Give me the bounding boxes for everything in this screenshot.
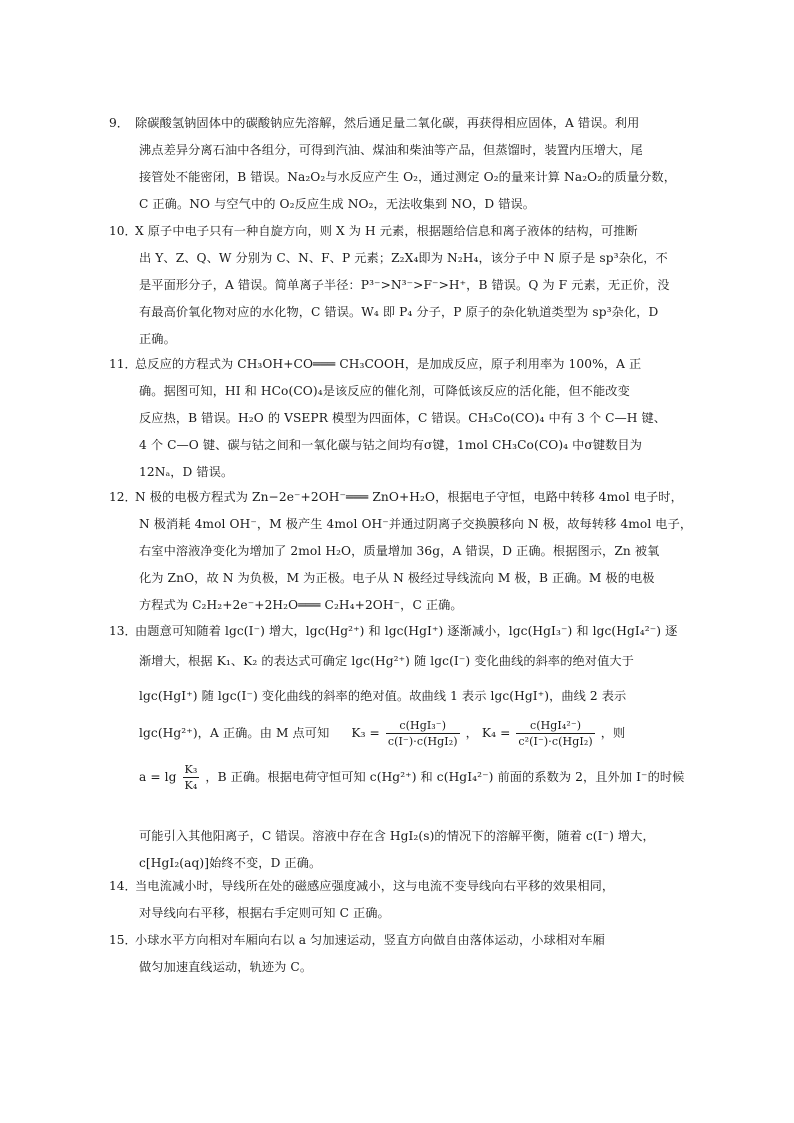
item-number: 15．	[109, 933, 137, 947]
item-number: 12．	[109, 490, 137, 504]
text-line: 方程式为 C₂H₂+2e⁻+2H₂O═══ C₂H₄+2OH⁻，C 正确。	[139, 598, 463, 612]
text-line: 正确。	[139, 332, 176, 346]
formula-line-k: lgc(Hg²⁺)，A 正确。由 M 点可知 K₃ = $\frac{\text{c(HgI₃⁻)}}{\text{c(I⁻)·c(HgI₂)}}$ ， K₄ = $\frac{\text{c(HgI₄²⁻)}}{\text{c²(I⁻)·c(HgI₂)}}$ ，则	[139, 719, 626, 748]
text-line: 出 Y、Z、Q、W 分别为 C、N、F、P 元素；Z₂X₄即为 N₂H₄，该分子中 N 原子是 sp³杂化，不	[139, 251, 668, 265]
text-line: C 正确。NO 与空气中的 O₂反应生成 NO₂，无法收集到 NO，D 错误。	[139, 197, 536, 211]
k3-fraction	[386, 718, 460, 749]
text-line: 反应热，B 错误。H₂O 的 VSEPR 模型为四面体，C 错误。CH₃Co(CO)₄ 中有 3 个 C—H 键、	[139, 411, 667, 425]
text-line: 除碳酸氢钠固体中的碳酸钠应先溶解，然后通足量二氧化碳，再获得相应固体，A 错误。利用	[135, 116, 640, 130]
text-segment: ，则	[600, 726, 626, 740]
item-number: 10．	[109, 224, 137, 238]
a-denominator: K₄	[184, 779, 198, 792]
formula-line-a	[139, 762, 684, 793]
k3-numerator: c(HgI₃⁻)	[386, 718, 460, 734]
text-line: 可能引入其他阳离子，C 错误。溶液中存在含 HgI₂(s)的情况下的溶解平衡，随着 c(I⁻) 增大，	[139, 829, 655, 843]
item-number: 11．	[109, 357, 137, 371]
text-line: 接管处不能密闭，B 错误。Na₂O₂与水反应产生 O₂，通过测定 O₂的量来计算 Na₂O₂的质量分数，	[139, 170, 676, 184]
k3-label: K₃ =	[351, 726, 380, 740]
a-numerator: K₃	[184, 763, 198, 776]
text-line: 当电流减小时，导线所在处的磁感应强度减小，这与电流不变导线向右平移的效果相同，	[135, 879, 615, 893]
item-number: 9．	[109, 116, 129, 130]
k3-denominator: c(I⁻)·c(HgI₂)	[387, 735, 458, 748]
text-line: 有最高价氧化物对应的水化物，C 错误。W₄ 即 P₄ 分子，P 原子的杂化轨道类型为 sp³杂化，D	[139, 305, 659, 319]
text-line: lgc(HgI⁺) 随 lgc(I⁻) 变化曲线的斜率的绝对值。故曲线 1 表示 lgc(HgI⁺)，曲线 2 表示	[139, 689, 627, 703]
text-line: 由题意可知随着 lgc(I⁻) 增大，lgc(Hg²⁺) 和 lgc(HgI⁺) 逐渐减小，lgc(HgI₃⁻) 和 lgc(HgI₄²⁻) 逐	[135, 624, 678, 638]
text-line: X 原子中电子只有一种自旋方向，则 X 为 H 元素，根据题给信息和离子液体的结构，可推断	[135, 224, 638, 238]
item-number: 13．	[109, 624, 137, 638]
text-line: 4 个 C—O 键、碳与钴之间和一氧化碳与钴之间均有σ键，1mol CH₃Co(CO)₄ 中σ键数目为	[139, 438, 643, 452]
text-line: 确。据图可知，HI 和 HCo(CO)₄是该反应的催化剂，可降低该反应的活化能，但不能改变	[139, 384, 630, 398]
item-number: 14．	[109, 879, 137, 893]
a-label: a = lg	[139, 770, 177, 784]
text-line: 渐增大，根据 K₁、K₂ 的表达式可确定 lgc(Hg²⁺) 随 lgc(I⁻) 变化曲线的斜率的绝对值大于	[139, 654, 634, 668]
k4-label: K₄ =	[481, 726, 511, 740]
text-line: 做匀加速直线运动，轨迹为 C。	[139, 960, 313, 974]
text-line: 化为 ZnO，故 N 为负极，M 为正极。电子从 N 极经过导线流向 M 极，B 正确。M 极的电极	[139, 571, 655, 585]
text-line: 是平面形分子，A 错误。简单离子半径：P³⁻>N³⁻>F⁻>H⁺，B 错误。Q 为 F 元素，无正价，没	[139, 278, 670, 292]
text-line: 对导线向右平移，根据右手定则可知 C 正确。	[139, 906, 390, 920]
a-fraction	[183, 762, 200, 793]
text-segment: ，B 正确。根据电荷守恒可知 c(Hg²⁺) 和 c(HgI₄²⁻) 前面的系数为 2，且外加 I⁻的时候	[205, 770, 685, 784]
k4-numerator: c(HgI₄²⁻)	[516, 718, 594, 734]
k4-fraction	[516, 718, 594, 749]
text-line: c[HgI₂(aq)]始终不变，D 正确。	[139, 856, 322, 870]
text-line: N 极消耗 4mol OH⁻，M 极产生 4mol OH⁻并通过阴离子交换膜移向 N 极，故每转移 4mol 电子，	[139, 517, 693, 531]
text-line: 12Nₐ，D 错误。	[139, 465, 234, 479]
text-line: 右室中溶液净变化为增加了 2mol H₂O，质量增加 36g，A 错误，D 正确。根据图示，Zn 被氧	[139, 544, 660, 558]
text-line: 小球水平方向相对车厢向右以 a 匀加速运动，竖直方向做自由落体运动，小球相对车厢	[135, 933, 605, 947]
text-line: N 极的电极方程式为 Zn−2e⁻+2OH⁻═══ ZnO+H₂O，根据电子守恒，电路中转移 4mol 电子时，	[135, 490, 683, 504]
text-segment: lgc(Hg²⁺)，A 正确。由 M 点可知	[139, 726, 330, 740]
k4-denominator: c²(I⁻)·c(HgI₂)	[518, 735, 593, 748]
text-line: 总反应的方程式为 CH₃OH+CO═══ CH₃COOH，是加成反应，原子利用率为 100%，A 正	[135, 357, 642, 371]
text-line: 沸点差异分离石油中各组分，可得到汽油、煤油和柴油等产品，但蒸馏时，装置内压增大，尾	[139, 143, 643, 157]
